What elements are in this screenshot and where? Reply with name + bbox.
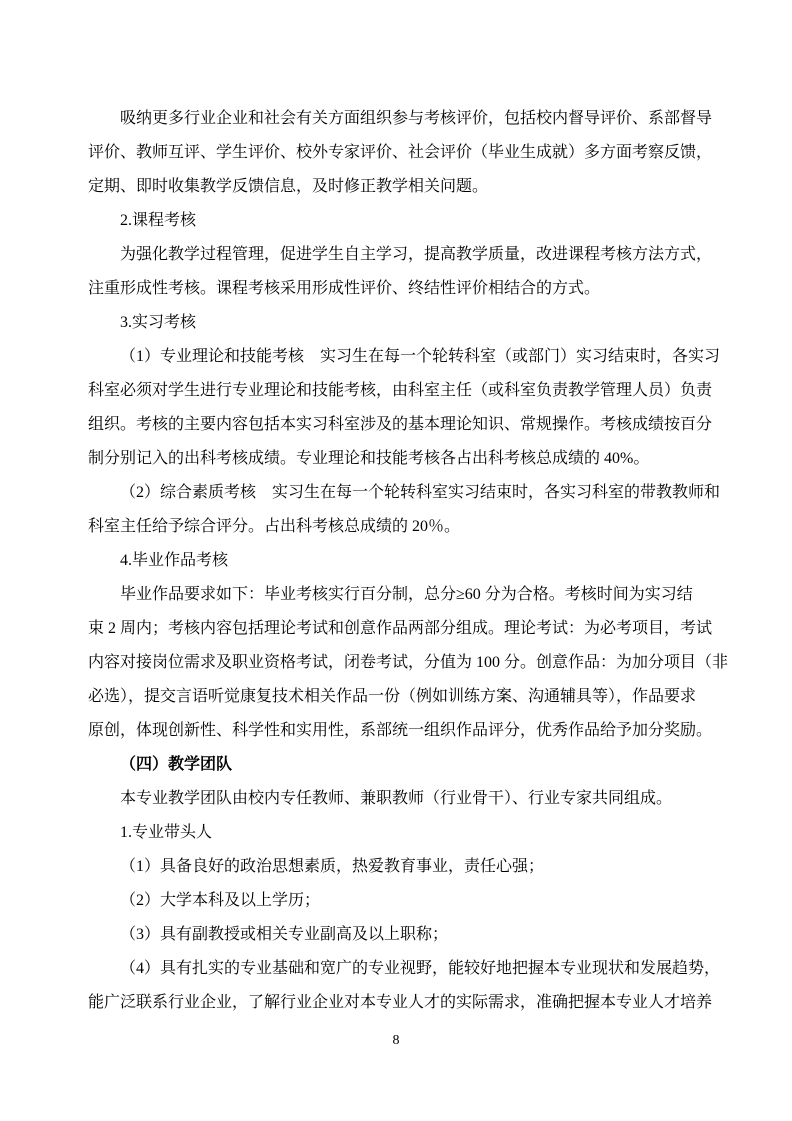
- heading-course-assessment: 2.课程考核: [120, 212, 197, 229]
- para-evaluation-feedback-line: 吸纳更多行业企业和社会有关方面组织参与考核评价，包括校内督导评价、系部督导: [120, 110, 713, 127]
- para-leader-requirement-line: （4）具有扎实的专业基础和宽广的专业视野，能较好地把握本专业现状和发展趋势，: [120, 960, 721, 977]
- para-graduation-work-line: 内容对接岗位需求及职业资格考试，闭卷考试，分值为 100 分。创意作品：为加分项目（非: [88, 654, 729, 671]
- para-course-assessment-line: 为强化教学过程管理，促进学生自主学习，提高教学质量，改进课程考核方法方式，: [120, 246, 713, 263]
- para-leader-requirement-line: （1）具备良好的政治思想素质，热爱教育事业，责任心强；: [120, 858, 545, 875]
- para-evaluation-feedback-line: 定期、即时收集教学反馈信息，及时修正教学相关问题。: [88, 178, 489, 195]
- heading-internship-assessment: 3.实习考核: [120, 314, 197, 331]
- para-theory-skill-assessment-line: 制分别记入的出科考核成绩。专业理论和技能考核各占出科考核总成绩的 40%。: [88, 450, 650, 467]
- heading-teaching-team: （四）教学团队: [120, 756, 233, 773]
- para-course-assessment-line: 注重形成性考核。课程考核采用形成性评价、终结性评价相结合的方式。: [88, 280, 601, 297]
- page-footer: [0, 1032, 792, 1050]
- para-theory-skill-assessment-line: 科室必须对学生进行专业理论和技能考核，由科室主任（或科室负责教学管理人员）负责: [88, 382, 713, 399]
- document-body: [88, 102, 729, 1020]
- para-teaching-team-line: 本专业教学团队由校内专任教师、兼职教师（行业骨干）、行业专家共同组成。: [120, 790, 673, 807]
- para-comprehensive-quality-line: （2）综合素质考核 实习生在每一个轮转科室实习结束时，各实习科室的带教教师和: [120, 484, 721, 501]
- heading-graduation-work-assessment: 4.毕业作品考核: [120, 552, 229, 569]
- para-comprehensive-quality-line: 科室主任给予综合评分。占出科考核总成绩的 20％。: [88, 518, 461, 535]
- para-graduation-work-line: 束 2 周内；考核内容包括理论考试和创意作品两部分组成。理论考试：为必考项目，考试: [88, 620, 713, 637]
- para-theory-skill-assessment-line: 组织。考核的主要内容包括本实习科室涉及的基本理论知识、常规操作。考核成绩按百分: [88, 416, 713, 433]
- page-number: 8: [392, 1033, 400, 1048]
- para-leader-requirement-line: 能广泛联系行业企业，了解行业企业对本专业人才的实际需求，准确把握本专业人才培养: [88, 994, 713, 1011]
- heading-major-leader: 1.专业带头人: [120, 824, 213, 841]
- para-graduation-work-line: 原创，体现创新性、科学性和实用性，系部统一组织作品评分，优秀作品给予加分奖励。: [88, 722, 713, 739]
- para-graduation-work-line: 必选），提交言语听觉康复技术相关作品一份（例如训练方案、沟通辅具等），作品要求: [88, 688, 697, 705]
- para-graduation-work-line: 毕业作品要求如下：毕业考核实行百分制，总分≥60 分为合格。考核时间为实习结: [120, 586, 693, 603]
- para-leader-requirement-line: （2）大学本科及以上学历；: [120, 892, 321, 909]
- para-leader-requirement-line: （3）具有副教授或相关专业副高及以上职称；: [120, 926, 449, 943]
- para-theory-skill-assessment-line: （1）专业理论和技能考核 实习生在每一个轮转科室（或部门）实习结束时，各实习: [120, 348, 721, 365]
- para-evaluation-feedback-line: 评价、教师互评、学生评价、校外专家评价、社会评价（毕业生成就）多方面考察反馈，: [88, 144, 713, 161]
